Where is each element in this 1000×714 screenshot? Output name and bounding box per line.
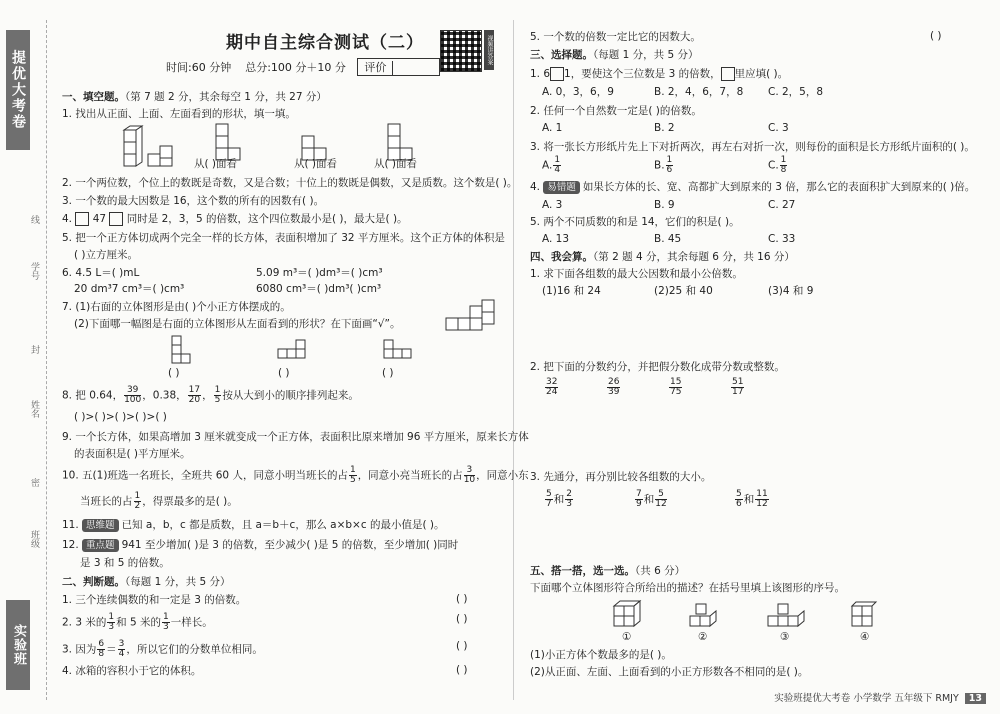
judge-3: 3. 因为 $\frac{6}{8}$ ＝ $\frac{3}{4}$ ，所以它们的分数单位相同。 xyxy=(62,639,263,659)
calc-3: 3. 先通分，再分别比较各组数的大小。 xyxy=(530,471,712,483)
column-divider xyxy=(513,20,514,700)
judge-4: 4. 冰箱的容积小于它的体积。 xyxy=(62,665,202,677)
c1-text: 1，要使这个三位数是 3 的倍数， xyxy=(564,68,721,80)
spine-label: 封 xyxy=(29,345,39,354)
q4-digits: 47 xyxy=(92,213,107,225)
question-11: 11. 思维题 已知 a，b，c 都是质数，且 a＝b＋c，那么 a×b×c 的最小值是( )。 xyxy=(62,519,445,531)
choice-option[interactable]: C. 33 xyxy=(768,233,796,245)
calc-item: (2)25 和 40 xyxy=(654,285,713,297)
section-note: （第 2 题 4 分，其余每题 6 分，共 16 分） xyxy=(593,251,795,263)
figure-label: ② xyxy=(698,631,708,643)
blank-square[interactable] xyxy=(75,212,89,226)
q8-text: ，0.38， xyxy=(142,389,187,402)
choice-option[interactable]: A. 3 xyxy=(542,199,563,211)
choice-5: 5. 两个不同质数的和是 14，它们的积是( )。 xyxy=(530,216,740,228)
q1-label: 从( )面看 xyxy=(294,158,338,170)
choice-3: 3. 将一张长方形纸片先上下对折两次，再左右对折一次，则每份的面积是长方形纸片面积的( )。 xyxy=(530,141,975,153)
q4-num: 4. xyxy=(62,213,73,225)
figure-label: ④ xyxy=(860,631,870,643)
build-figure-4 xyxy=(846,598,886,632)
compare-pair: $\frac{7}{9}$ 和 $\frac{5}{12}$ xyxy=(636,489,667,509)
q8-text: 按从大到小的顺序排列起来。 xyxy=(222,389,359,402)
q7-answer-paren[interactable]: ( ) xyxy=(278,367,290,379)
fraction: $\frac{1}{5}$ xyxy=(349,465,356,485)
q7-solid-figure xyxy=(442,296,500,336)
choice-option[interactable]: A. 13 xyxy=(542,233,570,245)
q1-label: 从( )面看 xyxy=(194,158,238,170)
section-2-header xyxy=(62,575,230,589)
fraction: $\frac{3}{10}$ xyxy=(463,465,476,485)
calc-fraction: $\frac{26}{39}$ xyxy=(608,377,620,397)
section-note: （每题 1 分，共 5 分） xyxy=(593,49,699,61)
question-6a: 6. 4.5 L＝( )mL xyxy=(62,267,140,279)
q8-text: 8. 把 0.64， xyxy=(62,389,124,402)
build-prompt: 下面哪个立体图形符合所给出的描述？在括号里填上该图形的序号。 xyxy=(530,582,845,594)
cut-line xyxy=(46,20,47,700)
choice-option[interactable]: A. 0，3，6，9 xyxy=(542,86,614,98)
calc-2: 2. 把下面的分数约分，并把假分数化成带分数或整数。 xyxy=(530,361,785,373)
judge-2 xyxy=(62,613,213,632)
c1-text: 1. 6 xyxy=(530,68,551,80)
judge-paren[interactable]: ( ) xyxy=(456,664,468,676)
section-5-header xyxy=(530,564,685,578)
fraction: $\frac{1}{6}$ xyxy=(666,155,673,175)
build-figure-2 xyxy=(686,598,726,632)
question-7a: 7. (1)右面的立体图形是由( )个小正方体摆成的。 xyxy=(62,301,291,313)
q1-cube-figure xyxy=(120,124,180,170)
q8-answer-line[interactable]: ( )>( )>( )>( )>( ) xyxy=(74,411,167,423)
exam-time: 时间:60 分钟 xyxy=(166,61,232,74)
tag-error-prone: 易错题 xyxy=(543,181,580,194)
blank-square[interactable] xyxy=(721,67,735,81)
blank-square[interactable] xyxy=(109,212,123,226)
question-7b: (2)下面哪一幅图是右面的立体图形从左面看到的形状？在下面画“√”。 xyxy=(74,318,401,330)
page-footer xyxy=(774,690,986,704)
j3-text: 3. 因为 xyxy=(62,643,97,656)
spine-label: 学号 xyxy=(29,262,39,280)
choice-option[interactable]: C. 2，5，8 xyxy=(768,86,824,98)
blank-square[interactable] xyxy=(550,67,564,81)
evaluation-label: 评价 xyxy=(364,61,387,74)
section-1-header xyxy=(62,90,327,104)
q12-text: 941 至少增加( )是 3 的倍数，至少减少( )是 5 的倍数，至少增加( )同时 xyxy=(121,539,459,551)
c1-text: 里应填( )。 xyxy=(734,68,789,80)
fraction: $\frac{1}{2}$ xyxy=(134,491,141,511)
spine-label: 线 xyxy=(29,215,39,224)
question-5: 5. 把一个正方体切成两个完全一样的长方体，表面积增加了 32 平方厘米。这个正方体的体积是 xyxy=(62,232,505,244)
q11-text: 已知 a，b，c 都是质数，且 a＝b＋c，那么 a×b×c 的最小值是( )。 xyxy=(121,519,445,531)
question-8: 8. 把 0.64， $\frac{39}{100}$ ，0.38， $\frac{17}{20}$ ， $\frac{1}{5}$ 按从大到小的顺序排列起来。 xyxy=(62,385,359,405)
question-12: 12. 重点题 941 至少增加( )是 3 的倍数，至少减少( )是 5 的倍数，至少增加( )同时 xyxy=(62,539,459,551)
c4-text: 如果长方体的长、宽、高都扩大到原来的 3 倍，那么它的表面积扩大到原来的( )倍。 xyxy=(582,181,976,193)
q10-text: ，同意小东 xyxy=(476,469,529,482)
section-note: （共 6 分） xyxy=(635,565,686,577)
q7-option-c xyxy=(382,338,422,364)
question-10-cont xyxy=(80,492,238,511)
j2-text: 2. 3 米的 xyxy=(62,616,107,629)
section-title: 四、我会算。 xyxy=(530,251,593,263)
exam-meta xyxy=(166,58,440,76)
choice-4: 4. 易错题 如果长方体的长、宽、高都扩大到原来的 3 倍，那么它的表面积扩大到原来的( )倍。 xyxy=(530,181,976,193)
choice-option[interactable]: C. 3 xyxy=(768,122,789,134)
judge-paren[interactable]: ( ) xyxy=(456,593,468,605)
q10-text: 10. 五(1)班选一名班长，全班共 60 人，同意小明当班长的占 xyxy=(62,469,348,482)
judge-1: 1. 三个连续偶数的和一定是 3 的倍数。 xyxy=(62,594,247,606)
choice-option[interactable]: B. 45 xyxy=(654,233,682,245)
section-3-header xyxy=(530,48,698,62)
q7-answer-paren[interactable]: ( ) xyxy=(168,367,180,379)
fraction: $\frac{1}{3}$ xyxy=(108,612,115,632)
compare-pair: $\frac{5}{6}$ 和 $\frac{11}{12}$ xyxy=(736,489,768,509)
spine-label: 姓名 xyxy=(29,400,39,418)
build-figure-3 xyxy=(764,598,814,632)
choice-option[interactable]: B. $\frac{1}{6}$ xyxy=(654,155,673,175)
q10-text: ，得票最多的是( )。 xyxy=(142,495,238,508)
fraction: $\frac{1}{8}$ xyxy=(780,155,787,175)
choice-option[interactable]: B. 9 xyxy=(654,199,675,211)
footer-text: 实验班提优大考卷 小学数学 五年级下 RMJY xyxy=(774,693,959,704)
choice-option[interactable]: C. 27 xyxy=(768,199,796,211)
choice-option[interactable]: A. $\frac{1}{4}$ xyxy=(542,155,561,175)
choice-2: 2. 任何一个自然数一定是( )的倍数。 xyxy=(530,105,702,117)
j2-text: 和 5 米的 xyxy=(116,616,161,629)
q10-text: ，同意小亮当班长的占 xyxy=(357,469,463,482)
question-9: 9. 一个长方体，如果高增加 3 厘米就变成一个正方体，表面积比原来增加 96 平方厘米，原来长方体 xyxy=(62,431,529,443)
q7-option-a xyxy=(170,334,200,364)
question-6b: 5.09 m³＝( )dm³＝( )cm³ xyxy=(256,267,383,279)
brand-top: 提优大考卷 xyxy=(6,30,30,150)
question-2: 2. 一个两位数，个位上的数既是奇数，又是合数；十位上的数既是偶数，又是质数。这个数是( )。 xyxy=(62,177,518,189)
qr-code-icon[interactable] xyxy=(440,30,482,72)
section-title: 三、选择题。 xyxy=(530,49,593,61)
calc-item: (1)16 和 24 xyxy=(542,285,601,297)
fraction: $\frac{17}{20}$ xyxy=(188,385,201,405)
spine-label: 班级 xyxy=(29,530,39,548)
tag-key: 重点题 xyxy=(82,539,119,552)
question-12-cont: 是 3 和 5 的倍数。 xyxy=(80,557,170,569)
judge-5: 5. 一个数的倍数一定比它的因数大。 xyxy=(530,31,701,43)
figure-label: ① xyxy=(622,631,632,643)
fraction: $\frac{1}{5}$ xyxy=(214,385,221,405)
q7-answer-paren[interactable]: ( ) xyxy=(382,367,394,379)
compare-pair: $\frac{5}{7}$ 和 $\frac{2}{3}$ xyxy=(546,489,572,509)
question-4 xyxy=(62,212,408,226)
exam-total: 总分:100 分＋10 分 xyxy=(245,61,346,74)
question-9-cont: 的表面积是( )平方厘米。 xyxy=(74,448,191,460)
q10-text: 当班长的占 xyxy=(80,495,133,508)
choice-option[interactable]: B. 2，4，6，7，8 xyxy=(654,86,744,98)
question-3: 3. 一个数的最大因数是 16，这个数的所有的因数有( )。 xyxy=(62,195,325,207)
fraction: $\frac{39}{100}$ xyxy=(124,385,142,405)
j3-text: ，所以它们的分数单位相同。 xyxy=(126,643,263,656)
build-q2: (2)从正面、左面、上面看到的小正方形数各不相同的是( )。 xyxy=(530,666,809,678)
question-6c: 20 dm³7 cm³＝( )cm³ xyxy=(74,283,185,295)
fraction: $\frac{1}{4}$ xyxy=(554,155,561,175)
calc-fraction: $\frac{32}{24}$ xyxy=(546,377,558,397)
section-title: 一、填空题。 xyxy=(62,91,125,103)
qr-tag: 视频讲答案 xyxy=(484,30,494,70)
section-note: （每题 1 分，共 5 分） xyxy=(125,576,231,588)
judge-paren[interactable]: ( ) xyxy=(456,640,468,652)
q7-option-b xyxy=(276,338,316,364)
build-q1: (1)小正方体个数最多的是( )。 xyxy=(530,649,672,661)
build-figure-1 xyxy=(610,598,650,632)
question-5-cont: ( )立方厘米。 xyxy=(74,249,139,261)
question-1: 1. 找出从正面、上面、左面看到的形状，填一填。 xyxy=(62,108,296,120)
j2-text: 一样长。 xyxy=(170,616,213,629)
figure-label: ③ xyxy=(780,631,790,643)
section-4-header xyxy=(530,250,795,264)
page-title: 期中自主综合测试（二） xyxy=(226,33,424,53)
judge-paren[interactable]: ( ) xyxy=(456,613,468,625)
question-10 xyxy=(62,466,529,485)
fraction: $\frac{6}{8}$ xyxy=(98,639,105,659)
judge-paren[interactable]: ( ) xyxy=(930,30,942,42)
brand-bottom: 实验班 xyxy=(6,600,30,690)
binding-spine xyxy=(0,0,52,714)
q4-text: 同时是 2，3，5 的倍数，这个四位数最小是( )，最大是( )。 xyxy=(126,213,408,225)
choice-option[interactable]: B. 2 xyxy=(654,122,675,134)
question-6d: 6080 cm³＝( )dm³( )cm³ xyxy=(256,283,382,295)
choice-option[interactable]: C. $\frac{1}{8}$ xyxy=(768,155,787,175)
choice-1 xyxy=(530,67,788,81)
calc-fraction: $\frac{15}{75}$ xyxy=(670,377,682,397)
calc-fraction: $\frac{51}{17}$ xyxy=(732,377,744,397)
page-number: 13 xyxy=(965,693,986,704)
fraction: $\frac{1}{3}$ xyxy=(162,612,169,632)
fraction: $\frac{3}{4}$ xyxy=(118,639,125,659)
section-note: （第 7 题 2 分，其余每空 1 分，共 27 分） xyxy=(125,91,327,103)
section-title: 二、判断题。 xyxy=(62,576,125,588)
calc-1: 1. 求下面各组数的最大公因数和最小公倍数。 xyxy=(530,268,743,280)
spine-label: 密 xyxy=(29,478,39,487)
evaluation-box[interactable] xyxy=(357,58,440,76)
q1-label: 从( )面看 xyxy=(374,158,418,170)
tag-thinking: 思维题 xyxy=(82,519,119,532)
section-title: 五、搭一搭，选一选。 xyxy=(530,565,635,577)
choice-option[interactable]: A. 1 xyxy=(542,122,563,134)
calc-item: (3)4 和 9 xyxy=(768,285,814,297)
